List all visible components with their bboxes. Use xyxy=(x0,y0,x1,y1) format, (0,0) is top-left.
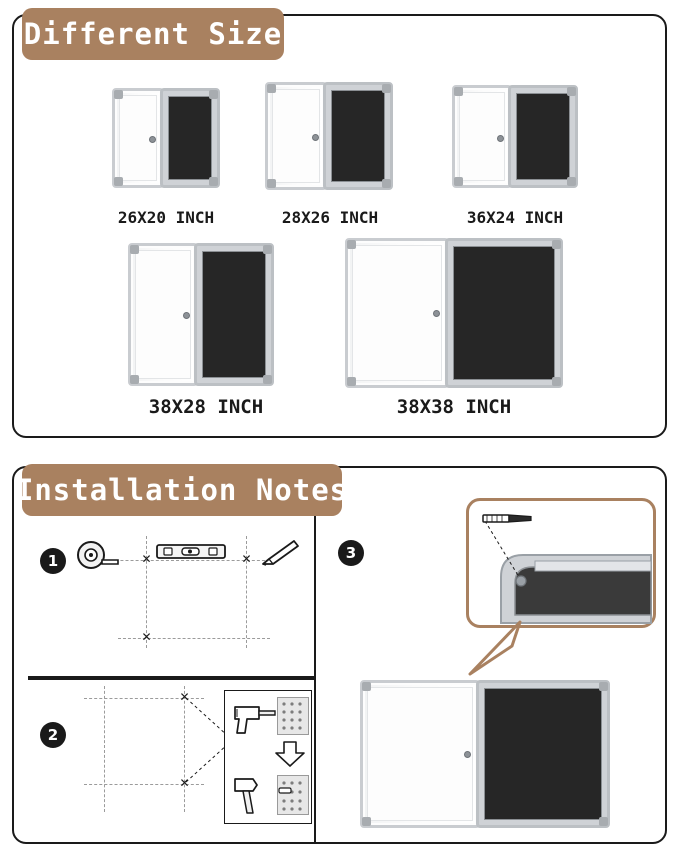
size-label-2: 28X26 INCH xyxy=(281,208,379,227)
pencil-icon xyxy=(260,538,302,568)
board-illustration-2 xyxy=(265,82,393,190)
tape-measure-icon xyxy=(76,538,120,578)
screw-icon xyxy=(483,515,531,522)
spirit-level-icon xyxy=(156,542,226,562)
board-illustration-step3 xyxy=(360,680,610,828)
board-illustration-4 xyxy=(128,243,274,386)
step-1-box xyxy=(28,530,316,678)
callout-tail xyxy=(464,620,534,680)
anchor-dots xyxy=(278,776,308,814)
mark-point: ✕ xyxy=(241,552,252,566)
step-1-number: 1 xyxy=(40,548,66,574)
step-2-inset xyxy=(224,690,312,824)
board-illustration-5 xyxy=(345,238,563,388)
mark-point: ✕ xyxy=(141,630,152,644)
installation-notes-title: Installation Notes xyxy=(22,464,342,516)
step-3-callout xyxy=(466,498,656,628)
step-2-box xyxy=(28,678,316,842)
frame-corner-detail xyxy=(475,505,653,625)
different-size-title: Different Size xyxy=(22,8,284,60)
mark-point: ✕ xyxy=(179,776,190,790)
size-label-5: 38X38 INCH xyxy=(396,396,512,418)
size-label-3: 36X24 INCH xyxy=(466,208,564,227)
step-2-number: 2 xyxy=(40,722,66,748)
guide-line xyxy=(104,686,105,812)
size-label-1: 26X20 INCH xyxy=(117,208,215,227)
drill-icon xyxy=(229,697,277,739)
wall-brick-anchored xyxy=(277,775,309,815)
arrow-down-icon xyxy=(273,741,307,767)
installation-notes-panel xyxy=(12,466,667,844)
hole-dots xyxy=(278,698,308,734)
hammer-icon xyxy=(229,773,277,817)
board-illustration-3 xyxy=(452,85,578,188)
mark-point: ✕ xyxy=(179,690,190,704)
leader-lines xyxy=(178,690,230,790)
size-label-4: 38X28 INCH xyxy=(148,396,264,418)
mark-point: ✕ xyxy=(141,552,152,566)
step-3-number: 3 xyxy=(338,540,364,566)
wall-brick xyxy=(277,697,309,735)
board-illustration-1 xyxy=(112,88,220,188)
